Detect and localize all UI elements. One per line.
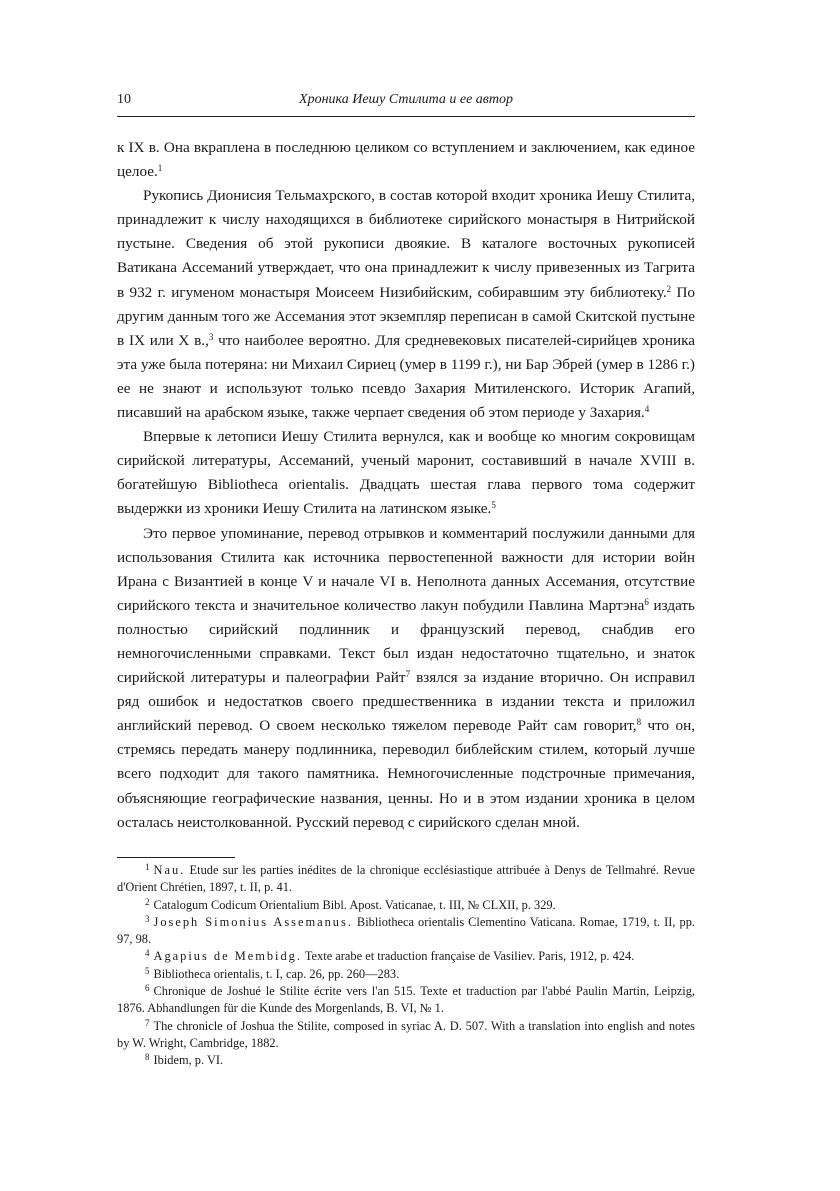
footnote-5	[117, 966, 695, 983]
footnote-mark: 7	[145, 1017, 150, 1028]
footnote-8	[117, 1052, 695, 1069]
footnote-author: Agapius de Membidg.	[153, 949, 302, 964]
footnote-ref[interactable]: 7	[405, 669, 411, 680]
footnote-text: Bibliotheca orientalis Clementino Vaticana. Romae, 1719, t. II, pp. 97, 98.	[117, 914, 695, 947]
footnote-text: Chronique de Joshué le Stilite écrite vers l'an 515. Texte et traduction par l'abbé Paulin Martin, Leipzig, 1876. Abhandlungen für die Kunde des Morgenlands, B. VI, № 1.	[117, 984, 695, 1016]
page-number: 10	[117, 92, 131, 107]
footnote-author: Nau.	[153, 863, 186, 877]
footnote-mark: 1	[145, 862, 150, 872]
footnote-ref[interactable]: 3	[208, 331, 214, 342]
footnote-divider	[117, 857, 235, 858]
paragraph-2: Рукопись Дионисия Тельмахрского, в состав которой входит хроника Иешу Стилита, принадлежит к числу находящихся в библиотеке сирийского монастыря в Нитрийской пустыне. Сведения об этой рукописи двоякие. В каталоге восточных рукописей Ватикана Ассеманий утверждает, что она принадлежит к числу привезенных из Тагрита в 932 г. игуменом монастыря Моисеем Низибийским, собиравшим эту библиотеку.$^2$ По другим данным того же Ассемания этот экземпляр переписан в самой Скитской пустыне в IX или X в.,$^3$ что наиболее вероятно. Для средневековых писателей-сирийцев хроника эта уже была потеряна: ни Михаил Сириец (умер в 1199 г.), ни Бар Эбрей (умер в 1286 г.) ее не знают и используют только псевдо Захария Митиленского. Историк Агапий, писавший на арабском языке, также черпает сведения об этом периоде у Захария.$^4$	[117, 187, 696, 422]
main-text	[117, 136, 695, 835]
footnote-mark: 3	[145, 913, 150, 924]
paragraph-1: к IX в. Она вкраплена в последнюю целиком со вступлением и заключением, как единое целое.$^1$	[117, 139, 695, 181]
footnote-mark: 6	[145, 983, 150, 994]
footnote-ref[interactable]: 8	[636, 717, 642, 728]
footnote-author: Joseph Simonius Assemanus.	[153, 914, 353, 929]
footnote-2	[117, 897, 695, 914]
footnote-mark: 4	[145, 948, 150, 959]
footnote-text: The chronicle of Joshua the Stilite, composed in syriac A. D. 507. With a translation into english and notes by W. Wright, Cambridge, 1882.	[117, 1018, 695, 1050]
footnote-mark: 8	[145, 1052, 150, 1063]
footnote-4	[117, 948, 695, 965]
footnote-text: Catalogum Codicum Orientalium Bibl. Apost. Vaticanae, t. III, № CLXII, p. 329.	[153, 897, 556, 912]
footnotes	[117, 862, 695, 1070]
header-divider	[117, 116, 695, 117]
footnote-3	[117, 914, 695, 949]
footnote-6	[117, 983, 695, 1018]
footnote-text: Bibliotheca orientalis, t. I, cap. 26, pp. 260—283.	[153, 966, 400, 981]
footnote-7	[117, 1018, 695, 1053]
footnote-ref[interactable]: 4	[644, 404, 650, 415]
paragraph-3: Впервые к летописи Иешу Стилита вернулся, как и вообще ко многим сокровищам сирийской литературы, Ассеманий, ученый маронит, составивший в начале XVIII в. богатейшую Bibliotheca orientalis. Двадцать шестая глава первого тома содержит выдержки из хроники Иешу Стилита на латинском языке.$^5$	[117, 428, 695, 518]
footnote-1	[117, 862, 695, 897]
footnote-text: Etude sur les parties inédites de la chronique ecclésiastique attribuée à Denys de Tellmahré. Revue d'Orient Chrétien, 1897, t. II, p. 41.	[117, 863, 695, 895]
footnote-ref[interactable]: 5	[491, 500, 496, 511]
footnote-text: Texte arabe et traduction française de Vasiliev. Paris, 1912, p. 424.	[301, 949, 635, 964]
footnote-ref[interactable]: 1	[157, 163, 163, 174]
footnote-mark: 5	[145, 965, 150, 976]
running-title: Хроника Иешу Стилита и ее автор	[299, 92, 513, 107]
footnote-text: Ibidem, p. VI.	[153, 1053, 224, 1068]
footnote-mark: 2	[145, 896, 150, 907]
running-header	[117, 92, 695, 112]
footnote-ref[interactable]: 6	[644, 596, 649, 607]
footnote-ref[interactable]: 2	[666, 283, 672, 294]
paragraph-4: Это первое упоминание, перевод отрывков и комментарий послужили данными для использования Стилита как источника первостепенной важности для истории войн Ирана с Византией в конце V и начале VI в. Неполнота данных Ассемания, отсутствие сирийского текста и значительное количество лакун побудили Павлина Мартэна$^6$ издать полностью сирийский подлинник и французский перевод, снабдив его немногочисленными справками. Текст был издан недостаточно тщательно, и знаток сирийской литературы и палеографии Райт$^7$ взялся за издание вторично. Он исправил ряд ошибок и недостатков своего предшественника в издании текста и приложил английский перевод. О своем несколько тяжелом переводе Райт сам говорит,$^8$ что он, стремясь передать манеру подлинника, переводил библейским стилем, который лучше всего подходит для такого памятника. Немногочисленные подстрочные примечания, объясняющие географические названия, ценны. Но и в этом издании хроника в целом осталась неистолкованной. Русский перевод с сирийского сделан мной.	[117, 524, 696, 831]
